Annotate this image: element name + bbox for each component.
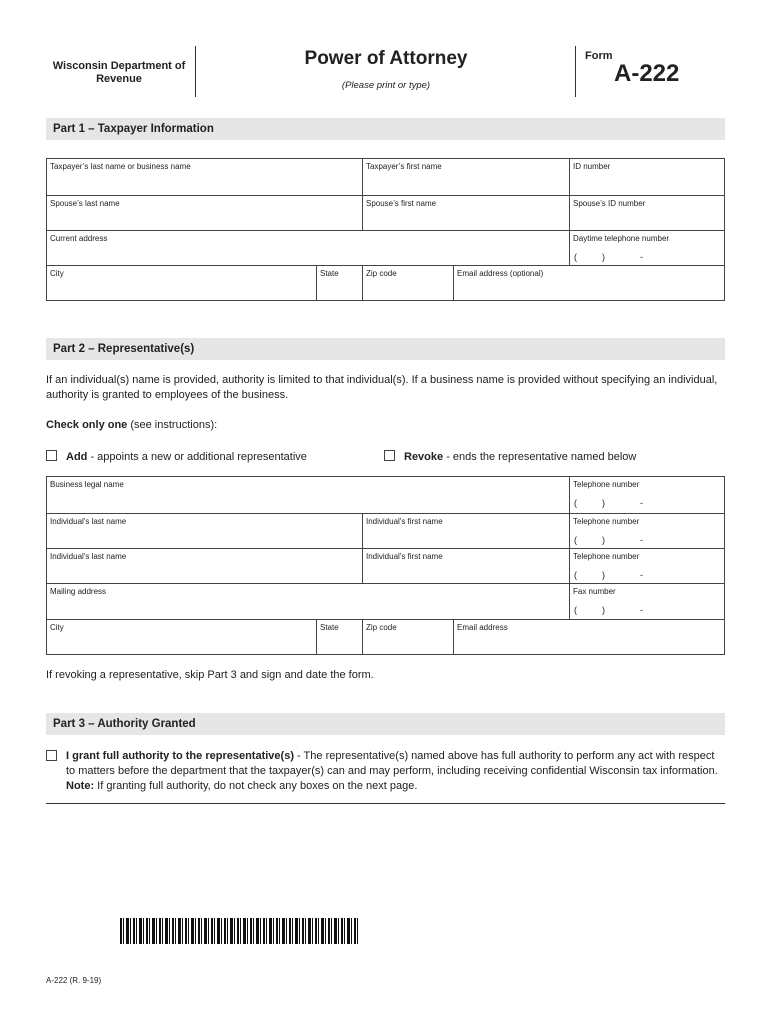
daytime-phone-field[interactable] (570, 231, 724, 266)
part3-heading: Part 3 – Authority Granted (46, 713, 725, 735)
part3-divider (46, 803, 725, 804)
mailing-address-label: Mailing address (50, 587, 107, 596)
spouse-first-name-label: Spouse’s first name (366, 199, 437, 208)
grant-bold: I grant full authority to the representative(s) (66, 750, 294, 762)
add-bold: Add (66, 451, 88, 463)
taxpayer-first-name-field[interactable] (363, 159, 570, 196)
individual1-phone-label: Telephone number (573, 517, 640, 526)
note-rest: If granting full authority, do not check any boxes on the next page. (94, 780, 418, 792)
mailing-address-field[interactable] (47, 584, 570, 620)
form-subtitle: (Please print or type) (341, 80, 431, 91)
part1-heading: Part 1 – Taxpayer Information (46, 118, 725, 140)
individual2-last-name-field[interactable] (47, 549, 363, 584)
rep-phone-field[interactable] (570, 477, 724, 514)
zip-label: Zip code (366, 269, 397, 278)
rep-state-label: State (320, 623, 339, 632)
revoke-checkbox[interactable] (384, 450, 395, 461)
grant-full-authority-checkbox[interactable] (46, 750, 57, 761)
individual1-last-name-field[interactable] (47, 514, 363, 549)
spouse-id-field[interactable] (570, 196, 724, 231)
business-name-label: Business legal name (50, 480, 124, 489)
check-one-bold: Check only one (46, 419, 128, 431)
revoke-bold: Revoke (404, 451, 444, 463)
individual1-phone-format: ( ) - (574, 535, 644, 545)
individual1-first-name-field[interactable] (363, 514, 570, 549)
daytime-phone-label: Daytime telephone number (573, 234, 670, 243)
part2-heading: Part 2 – Representative(s) (46, 338, 725, 360)
rep-city-label: City (50, 623, 64, 632)
grant-rest: - The representative(s) named above has full authority to perform any act with respect to matters before the department that the taxpayer(s) can and may perform, including receiving confidential Wisconsin tax information. (66, 750, 718, 777)
rep-phone-format: ( ) - (574, 498, 644, 508)
individual1-first-name-label: Individual's first name (366, 517, 443, 526)
state-label: State (320, 269, 339, 278)
revoke-note: If revoking a representative, skip Part 3 and sign and date the form. (46, 669, 374, 681)
add-option-label (66, 450, 307, 465)
rep-email-field[interactable] (454, 620, 724, 654)
rep-city-field[interactable] (47, 620, 317, 654)
email-field[interactable] (454, 266, 724, 300)
state-field[interactable] (317, 266, 363, 300)
barcode (120, 918, 360, 944)
rep-phone-label: Telephone number (573, 480, 640, 489)
rep-state-field[interactable] (317, 620, 363, 654)
taxpayer-first-name-label: Taxpayer’s first name (366, 162, 442, 171)
form-label: Form (585, 50, 613, 62)
individual1-phone-field[interactable] (570, 514, 724, 549)
current-address-field[interactable] (47, 231, 570, 266)
form-revision: A-222 (R. 9-19) (46, 976, 102, 985)
note-bold: Note: (66, 780, 95, 792)
check-one-instruction (46, 418, 217, 433)
rep-email-label: Email address (457, 623, 508, 632)
individual2-first-name-label: Individual's first name (366, 552, 443, 561)
zip-field[interactable] (363, 266, 454, 300)
part2-intro: If an individual(s) name is provided, authority is limited to that individual(s). If a business name is provided without specifying an individual, authority is granted to employees of the business. (46, 374, 718, 401)
taxpayer-last-name-field[interactable] (47, 159, 363, 196)
rep-zip-label: Zip code (366, 623, 397, 632)
spouse-last-name-field[interactable] (47, 196, 363, 231)
individual2-last-name-label: Individual's last name (50, 552, 127, 561)
individual2-phone-field[interactable] (570, 549, 724, 584)
header-divider-right (575, 46, 576, 97)
id-number-field[interactable] (570, 159, 724, 196)
fax-format: ( ) - (574, 605, 644, 615)
revoke-rest: - ends the representative named below (443, 451, 637, 463)
part1-grid (46, 158, 725, 301)
taxpayer-last-name-label: Taxpayer’s last name or business name (50, 162, 191, 171)
daytime-phone-format: ( ) - (574, 252, 644, 262)
spouse-first-name-field[interactable] (363, 196, 570, 231)
current-address-label: Current address (50, 234, 108, 243)
fax-field[interactable] (570, 584, 724, 620)
check-one-rest: (see instructions): (127, 419, 218, 431)
individual2-phone-label: Telephone number (573, 552, 640, 561)
individual1-last-name-label: Individual's last name (50, 517, 127, 526)
grant-full-authority-text (66, 749, 726, 794)
spouse-last-name-label: Spouse’s last name (50, 199, 120, 208)
form-number: A-222 (614, 60, 680, 87)
individual2-phone-format: ( ) - (574, 570, 644, 580)
add-checkbox[interactable] (46, 450, 57, 461)
spouse-id-label: Spouse’s ID number (573, 199, 646, 208)
city-label: City (50, 269, 64, 278)
part2-grid (46, 476, 725, 655)
id-number-label: ID number (573, 162, 611, 171)
revoke-option-label (404, 450, 636, 465)
fax-label: Fax number (573, 587, 616, 596)
rep-zip-field[interactable] (363, 620, 454, 654)
email-label: Email address (optional) (457, 269, 544, 278)
form-title: Power of Attorney (304, 48, 468, 69)
agency-name: Wisconsin Department of Revenue (52, 60, 186, 85)
city-field[interactable] (47, 266, 317, 300)
business-name-field[interactable] (47, 477, 570, 514)
individual2-first-name-field[interactable] (363, 549, 570, 584)
add-rest: - appoints a new or additional representative (87, 451, 307, 463)
